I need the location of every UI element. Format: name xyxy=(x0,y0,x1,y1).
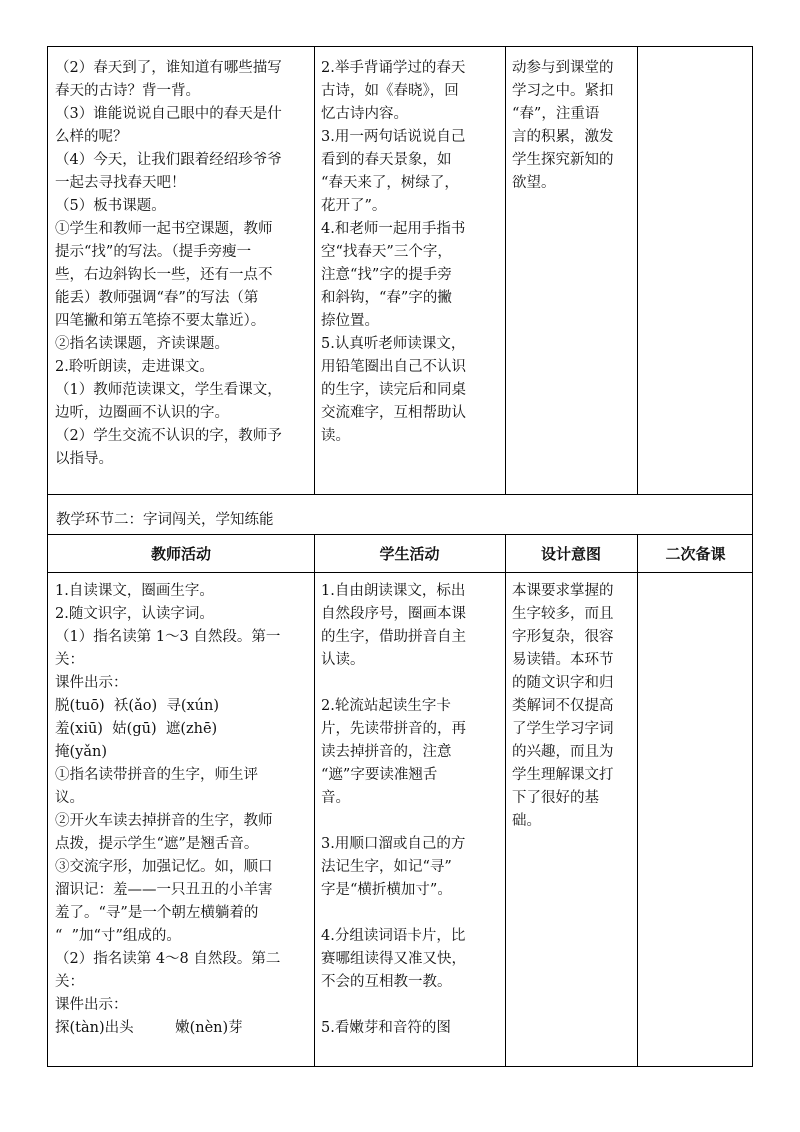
text-line: （3）谁能说说自己眼中的春天是什 xyxy=(55,106,282,122)
text-line: 2.举手背诵学过的春天 xyxy=(321,60,466,76)
header-teacher-activity: 教师活动 xyxy=(150,545,211,563)
text-line: 和斜钩，“春”字的撇 xyxy=(321,290,452,306)
text-line: 一起去寻找春天吧！ xyxy=(55,175,186,191)
text-line: 易读错。本环节 xyxy=(512,652,614,668)
text-line: “遮”字要读准翘舌 xyxy=(321,767,438,783)
text-line: 3.用顺口溜或自己的方 xyxy=(321,836,466,852)
text-line: 议。 xyxy=(55,790,84,806)
text-line: 关： xyxy=(55,652,84,668)
text-line: ③交流字形，加强记忆。如，顺口 xyxy=(55,859,273,875)
text-line: 法记生字，如记“寻” xyxy=(321,859,452,875)
text-line: 提示“找”的写法。（提手旁瘦一 xyxy=(55,244,252,260)
text-line: 字是“横折横加寸”。 xyxy=(321,882,452,898)
text-line: 以指导。 xyxy=(55,451,113,467)
lesson-plan-table xyxy=(47,46,753,1067)
text-line: 脱(tuō) 袄(ǎo) 寻(xún) xyxy=(55,698,220,714)
text-line: 字形复杂，很容 xyxy=(512,629,614,645)
text-line: 认读。 xyxy=(321,652,365,668)
text-line: 欲望。 xyxy=(512,175,556,191)
text-line: ②开火车读去掉拼音的生字，教师 xyxy=(55,813,273,829)
text-line: 些，右边斜钩长一些，还有一点不 xyxy=(55,267,273,283)
text-line: 的生字，读完后和同桌 xyxy=(321,382,466,398)
row-divider xyxy=(48,572,752,573)
text-line: 读去掉拼音的，注意 xyxy=(321,744,452,760)
upper-design-intent xyxy=(512,57,634,195)
text-line: 2.聆听朗读，走进课文。 xyxy=(55,359,214,375)
section-title: 教学环节二：字词闯关，学知练能 xyxy=(56,512,274,528)
text-line: 了学生学习字词 xyxy=(512,721,614,737)
text-line: （4）今天，让我们跟着经绍珍爷爷 xyxy=(55,152,282,168)
text-line: 羞了。“寻”是一个朝左横躺着的 xyxy=(55,905,259,921)
text-line: 5.认真听老师读课文， xyxy=(321,336,466,352)
text-line: 学习之中。紧扣 xyxy=(512,83,614,99)
text-line: 4.和老师一起用手指书 xyxy=(321,221,466,237)
col-divider xyxy=(637,47,638,494)
text-line: （2）春天到了，谁知道有哪些描写 xyxy=(55,60,282,76)
text-line: （1）指名读第 1～3 自然段。第一 xyxy=(55,629,281,645)
text-line: 片，先读带拼音的，再 xyxy=(321,721,466,737)
text-line: 关： xyxy=(55,974,84,990)
text-line: 春天的古诗？背一背。 xyxy=(55,83,200,99)
text-line: 1.自由朗读课文，标出 xyxy=(321,583,466,599)
text-line: 捺位置。 xyxy=(321,313,379,329)
header-design-intent: 设计意图 xyxy=(540,545,601,563)
row-divider xyxy=(48,494,752,495)
text-line: 学生理解课文打 xyxy=(512,767,614,783)
text-line: 交流难字，互相帮助认 xyxy=(321,405,466,421)
text-line: （2）指名读第 4～8 自然段。第二 xyxy=(55,951,281,967)
text-line: 看到的春天景象，如 xyxy=(321,152,452,168)
header-second-prep: 二次备课 xyxy=(665,545,726,563)
text-line: 用铅笔圈出自己不认识 xyxy=(321,359,466,375)
upper-student-activity xyxy=(321,57,503,448)
text-line: 3.用一两句话说说自己 xyxy=(321,129,466,145)
text-line: 四笔撇和第五笔捺不要太靠近）。 xyxy=(55,313,266,329)
text-line: 忆古诗内容。 xyxy=(321,106,408,122)
header-student-activity: 学生活动 xyxy=(379,545,440,563)
text-line: 生字较多，而且 xyxy=(512,606,614,622)
text-line xyxy=(321,902,503,925)
text-line: 础。 xyxy=(512,813,541,829)
text-line: 花开了”。 xyxy=(321,198,387,214)
text-line: （5）板书课题。 xyxy=(55,198,166,214)
text-line: 的随文识字和归 xyxy=(512,675,614,691)
text-line: ②指名读课题，齐读课题。 xyxy=(55,336,229,352)
text-line: 空“找春天”三个字， xyxy=(321,244,452,260)
text-line: 4.分组读词语卡片，比 xyxy=(321,928,466,944)
text-line: 1.自读课文，圈画生字。 xyxy=(55,583,214,599)
upper-teacher-activity xyxy=(55,57,311,471)
text-line: “春”，注重语 xyxy=(512,106,600,122)
text-line: 边听，边圈画不认识的字。 xyxy=(55,405,229,421)
row-divider xyxy=(48,534,752,535)
col-divider xyxy=(505,534,506,1067)
text-line: 本课要求掌握的 xyxy=(512,583,614,599)
text-line: “ ”加“寸”组成的。 xyxy=(55,928,181,944)
text-line: 课件出示： xyxy=(55,675,128,691)
lower-student-activity xyxy=(321,580,503,1040)
col-divider xyxy=(505,47,506,494)
text-line xyxy=(321,810,503,833)
text-line: 羞(xiū) 姑(gū) 遮(zhē) xyxy=(55,721,218,737)
col-divider xyxy=(314,47,315,494)
text-line xyxy=(321,994,503,1017)
col-divider xyxy=(637,534,638,1067)
text-line: 的兴趣，而且为 xyxy=(512,744,614,760)
text-line: 点拨，提示学生“遮”是翘舌音。 xyxy=(55,836,259,852)
text-line xyxy=(321,672,503,695)
text-line: 课件出示： xyxy=(55,997,128,1013)
text-line: 注意“找”字的提手旁 xyxy=(321,267,452,283)
text-line: 掩(yǎn) xyxy=(55,744,107,760)
lower-teacher-activity xyxy=(55,580,311,1040)
lower-design-intent xyxy=(512,580,634,833)
text-line: 自然段序号，圈画本课 xyxy=(321,606,466,622)
text-line: 下了很好的基 xyxy=(512,790,599,806)
text-line: ①指名读带拼音的生字，师生评 xyxy=(55,767,258,783)
text-line: 读。 xyxy=(321,428,350,444)
text-line: 古诗，如《春晓》，回 xyxy=(321,83,459,99)
text-line: 言的积累，激发 xyxy=(512,129,614,145)
text-line: （1）教师范读课文，学生看课文， xyxy=(55,382,282,398)
col-divider xyxy=(314,534,315,1067)
text-line: 的生字，借助拼音自主 xyxy=(321,629,466,645)
text-line: 5.看嫩芽和音符的图 xyxy=(321,1020,451,1036)
text-line: 2.轮流站起读生字卡 xyxy=(321,698,451,714)
text-line: （2）学生交流不认识的字，教师予 xyxy=(55,428,282,444)
text-line: ①学生和教师一起书空课题，教师 xyxy=(55,221,273,237)
text-line: 赛哪组读得又准又快， xyxy=(321,951,466,967)
text-line: 探(tàn)出头 嫩(nèn)芽 xyxy=(55,1020,243,1036)
text-line: 动参与到课堂的 xyxy=(512,60,614,76)
text-line: 能丢）教师强调“春”的写法（第 xyxy=(55,290,259,306)
text-line: 学生探究新知的 xyxy=(512,152,614,168)
text-line: 么样的呢？ xyxy=(55,129,128,145)
text-line: 音。 xyxy=(321,790,350,806)
text-line: 不会的互相教一教。 xyxy=(321,974,452,990)
text-line: 类解词不仅提高 xyxy=(512,698,614,714)
text-line: “春天来了，树绿了， xyxy=(321,175,459,191)
text-line: 2.随文识字，认读字词。 xyxy=(55,606,214,622)
text-line: 溜识记：羞——一只丑丑的小羊害 xyxy=(55,882,273,898)
